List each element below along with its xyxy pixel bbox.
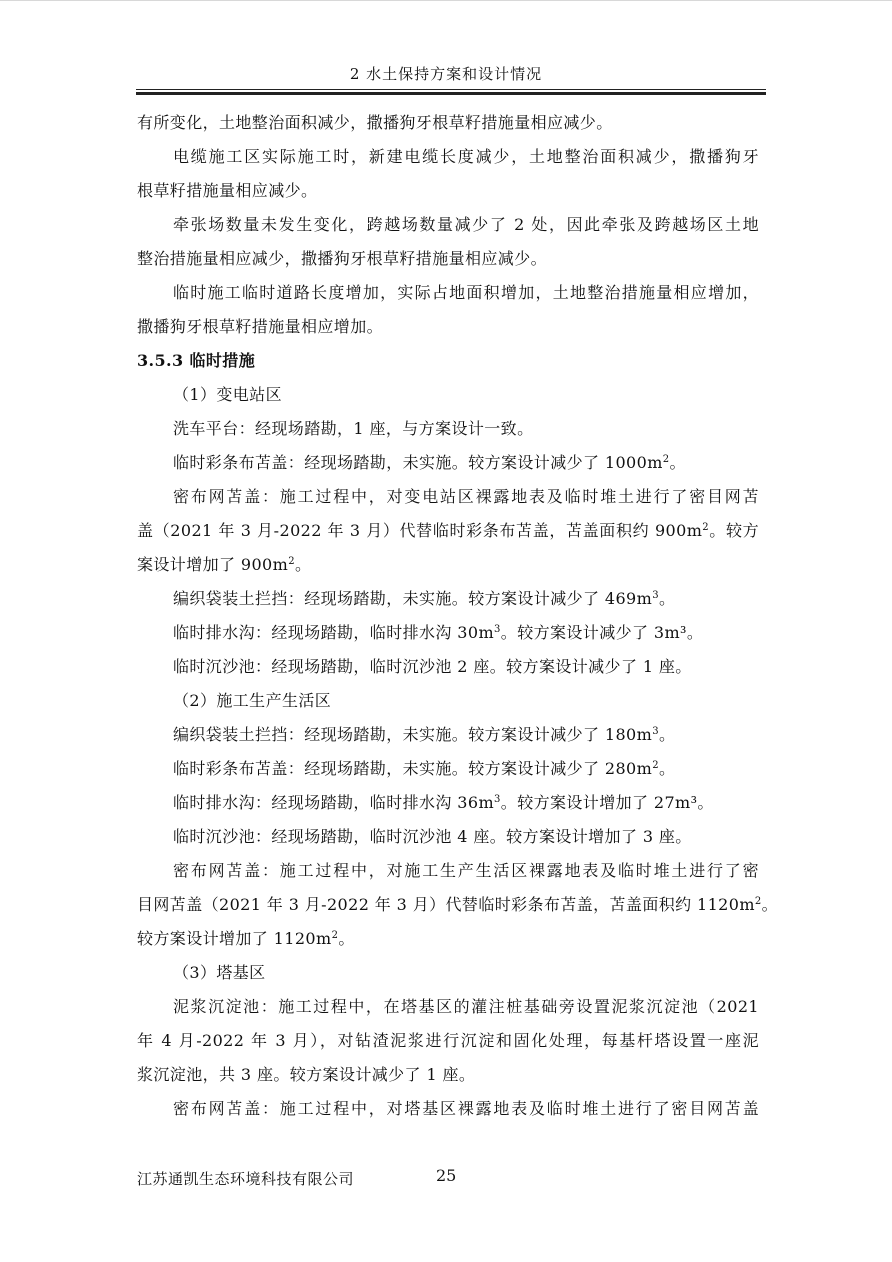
header-rule-thin: [136, 89, 766, 90]
text-line: [137, 990, 759, 1024]
page-header-title: 2 水土保持方案和设计情况: [349, 65, 543, 83]
line-text-tail: 。较方: [709, 521, 759, 540]
text-line: [137, 208, 759, 242]
text-line: [137, 854, 759, 888]
line-text: （3）塔基区: [173, 963, 266, 982]
line-text: 整治措施量相应减少，撒播狗牙根草籽措施量相应减少。: [137, 249, 548, 268]
top-border: [0, 0, 892, 1]
text-line: [137, 310, 759, 344]
line-text: 密布网苫盖：施工过程中，对施工生产生活区裸露地表及临时堆土进行了密: [173, 861, 759, 880]
line-text: 案设计增加了 900m: [137, 555, 289, 574]
line-text: 目网苫盖（2021 年 3 月-2022 年 3 月）代替临时彩条布苫盖，苫盖面积约 1120m: [137, 895, 755, 914]
line-text-tail: 。较方案设计增加了 27m³。: [500, 793, 714, 812]
line-text-tail: 。: [338, 929, 355, 948]
line-text: 根草籽措施量相应减少。: [137, 181, 318, 200]
text-line: [137, 718, 759, 752]
text-line: [137, 378, 759, 412]
line-text: （1）变电站区: [173, 385, 282, 404]
line-text: 盖（2021 年 3 月-2022 年 3 月）代替临时彩条布苫盖，苫盖面积约 900m: [137, 521, 703, 540]
line-text: 临时彩条布苫盖：经现场踏勘，未实施。较方案设计减少了 1000m: [173, 453, 663, 472]
text-line: [137, 412, 759, 446]
text-line: [137, 616, 759, 650]
text-line: [137, 548, 759, 582]
unit-superscript: 2: [662, 454, 670, 465]
text-line: [137, 514, 759, 548]
line-text: （2）施工生产生活区: [173, 691, 332, 710]
text-line: [137, 922, 759, 956]
text-line: [137, 480, 759, 514]
text-line: [137, 888, 779, 922]
body-text: [137, 106, 779, 1126]
unit-superscript: 2: [331, 930, 339, 941]
line-text: 编织袋装土拦挡：经现场踏勘，未实施。较方案设计减少了 180m: [173, 725, 653, 744]
page-number: 25: [436, 1166, 457, 1185]
line-text: 临时排水沟：经现场踏勘，临时排水沟 30m: [173, 623, 495, 642]
text-line: [137, 956, 759, 990]
line-text-tail: 。: [658, 589, 676, 608]
line-text: 泥浆沉淀池：施工过程中，在塔基区的灌注桩基础旁设置泥浆沉淀池（2021: [173, 997, 759, 1016]
line-text: 年 4 月-2022 年 3 月），对钻渣泥浆进行沉淀和固化处理，每基杆塔设置一座泥: [137, 1031, 759, 1050]
line-text: 临时沉沙池：经现场踏勘，临时沉沙池 2 座。较方案设计减少了 1 座。: [173, 657, 692, 676]
text-line: [137, 786, 759, 820]
line-text: 临时施工临时道路长度增加，实际占地面积增加，土地整治措施量相应增加，: [173, 283, 759, 302]
line-text: 较方案设计增加了 1120m: [137, 929, 332, 948]
text-line: [137, 582, 759, 616]
unit-superscript: 3: [652, 726, 659, 737]
line-text-tail: 。: [761, 895, 779, 914]
footer-company: 江苏通凯生态环境科技有限公司: [137, 1170, 355, 1188]
unit-superscript: 3: [494, 624, 501, 635]
text-line: [137, 820, 759, 854]
line-text: 撒播狗牙根草籽措施量相应增加。: [137, 317, 384, 336]
unit-superscript: 2: [754, 896, 762, 907]
unit-superscript: 3: [494, 794, 501, 805]
text-line: [137, 446, 759, 480]
line-text-tail: 。: [658, 759, 676, 778]
text-line: [137, 684, 759, 718]
line-text: 临时排水沟：经现场踏勘，临时排水沟 36m: [173, 793, 495, 812]
line-text-tail: 。较方案设计减少了 3m³。: [500, 623, 704, 642]
text-line: [137, 1024, 759, 1058]
line-text: 临时沉沙池：经现场踏勘，临时沉沙池 4 座。较方案设计增加了 3 座。: [173, 827, 692, 846]
text-line: [137, 1058, 759, 1092]
line-text-tail: 。: [669, 453, 686, 472]
text-line: [137, 174, 759, 208]
text-line: [137, 752, 759, 786]
text-line: [137, 106, 759, 140]
line-text: 电缆施工区实际施工时，新建电缆长度减少，土地整治面积减少，撒播狗牙: [173, 147, 759, 166]
line-text: 洗车平台：经现场踏勘，1 座，与方案设计一致。: [173, 419, 534, 438]
line-text: 3.5.3 临时措施: [137, 351, 256, 370]
section-heading: [137, 344, 759, 378]
text-line: [137, 276, 759, 310]
line-text: 密布网苫盖：施工过程中，对塔基区裸露地表及临时堆土进行了密目网苫盖: [173, 1099, 759, 1118]
unit-superscript: 2: [702, 522, 710, 533]
unit-superscript: 2: [652, 760, 659, 771]
line-text-tail: 。: [658, 725, 676, 744]
text-line: [137, 242, 759, 276]
line-text: 浆沉淀池，共 3 座。较方案设计减少了 1 座。: [137, 1065, 476, 1084]
text-line: [137, 1092, 759, 1126]
line-text: 牵张场数量未发生变化，跨越场数量减少了 2 处，因此牵张及跨越场区土地: [173, 215, 759, 234]
header-rule-thick: [136, 92, 766, 95]
line-text: 编织袋装土拦挡：经现场踏勘，未实施。较方案设计减少了 469m: [173, 589, 653, 608]
text-line: [137, 140, 759, 174]
line-text: 密布网苫盖：施工过程中，对变电站区裸露地表及临时堆土进行了密目网苫: [173, 487, 759, 506]
unit-superscript: 3: [652, 590, 659, 601]
text-line: [137, 650, 759, 684]
line-text: 有所变化，土地整治面积减少，撒播狗牙根草籽措施量相应减少。: [137, 113, 613, 132]
line-text: 临时彩条布苫盖：经现场踏勘，未实施。较方案设计减少了 280m: [173, 759, 653, 778]
line-text-tail: 。: [294, 555, 312, 574]
unit-superscript: 2: [288, 556, 295, 567]
